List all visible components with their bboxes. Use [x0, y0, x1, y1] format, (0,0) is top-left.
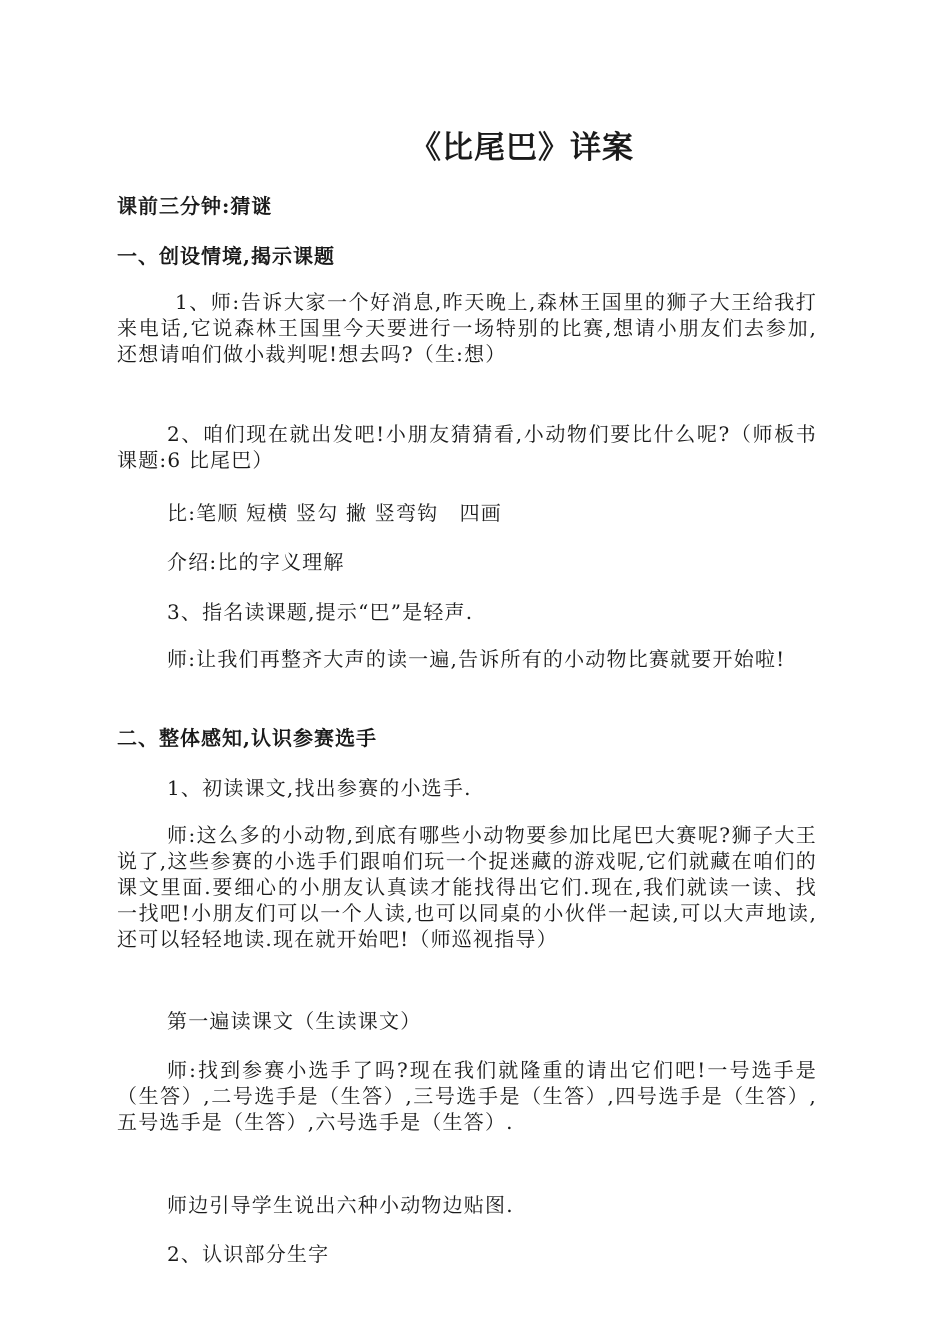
- section1-stroke-order: 比:笔顺 短横 竖勾 撇 竖弯钩 四画: [167, 501, 502, 525]
- section2-first-reading: 第一遍读课文（生读课文）: [167, 1009, 422, 1033]
- section1-heading: 一、创设情境,揭示课题: [117, 244, 335, 268]
- section2-paragraph-2: 2、认识部分生字: [167, 1242, 330, 1266]
- section1-meaning-note: 介绍:比的字义理解: [167, 550, 345, 574]
- section1-paragraph-3: 3、指名读课题,提示“巴”是轻声.: [167, 600, 474, 624]
- section1-paragraph-1: 1、师:告诉大家一个好消息,昨天晚上,森林王国里的狮子大王给我打来电话,它说森林王国里今天要进行一场特别的比赛,想请小朋友们去参加,还想请咱们做小裁判呢!想去吗?（生:想）: [117, 290, 817, 366]
- section1-teacher-line: 师:让我们再整齐大声的读一遍,告诉所有的小动物比赛就要开始啦!: [167, 647, 786, 671]
- section2-contestants-paragraph: 师:找到参赛小选手了吗?现在我们就隆重的请出它们吧!一号选手是（生答）,二号选手是（生答）,三号选手是（生答）,四号选手是（生答）,五号选手是（生答）,六号选手是（生答）.: [117, 1058, 817, 1134]
- document-title: 《比尾巴》详案: [410, 130, 634, 166]
- section2-teacher-paragraph: 师:这么多的小动物,到底有哪些小动物要参加比尾巴大赛呢?狮子大王说了,这些参赛的小选手们跟咱们玩一个捉迷藏的游戏呢,它们就藏在咱们的课文里面.要细心的小朋友认真读才能找得出它们.现在,我们就读一读、找一找吧!小朋友们可以一个人读,也可以同桌的小伙伴一起读,可以大声地读,还可以轻轻地读.现在就开始吧!（师巡视指导）: [117, 823, 817, 951]
- section2-heading: 二、整体感知,认识参赛选手: [117, 726, 377, 750]
- section2-paragraph-1: 1、初读课文,找出参赛的小选手.: [167, 776, 472, 800]
- section1-paragraph-2: 2、咱们现在就出发吧!小朋友猜猜看,小动物们要比什么呢?（师板书课题:6 比尾巴）: [117, 422, 817, 472]
- section2-picture-note: 师边引导学生说出六种小动物边贴图.: [167, 1193, 514, 1217]
- pre-class-heading: 课前三分钟:猜谜: [117, 194, 273, 218]
